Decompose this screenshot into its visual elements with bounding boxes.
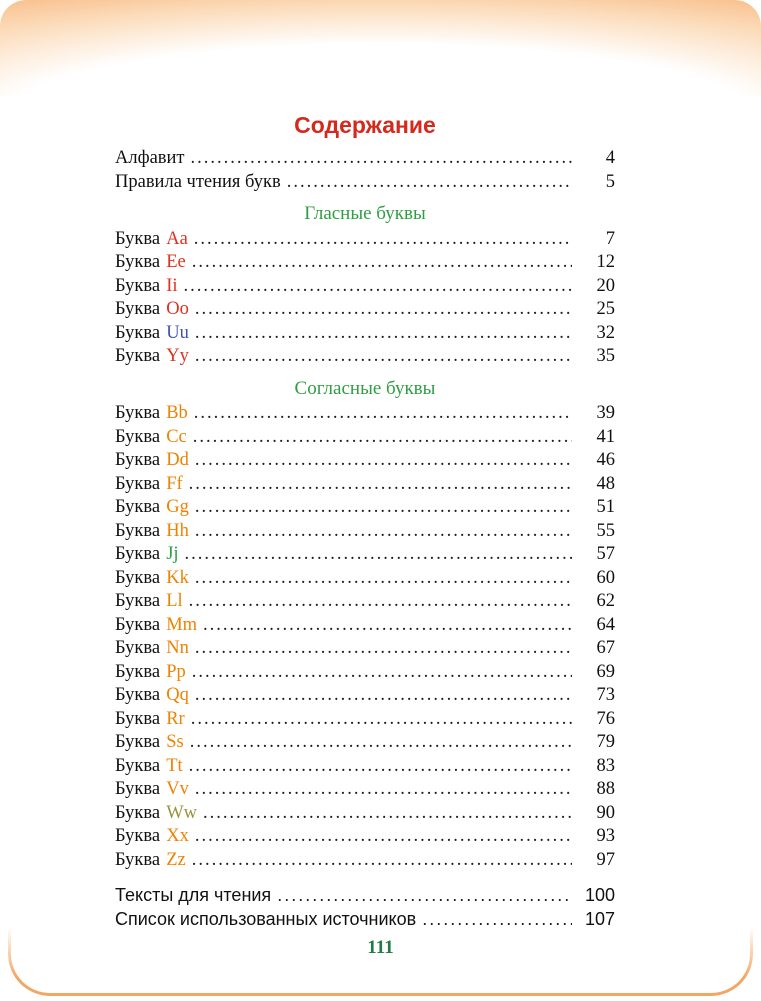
letter-pair: Dd [166,450,189,470]
page-number: 7 [605,228,615,249]
table-of-contents [115,112,615,931]
toc-row [115,426,615,450]
letter-pair: Nn [166,638,189,658]
letter-pair: Cc [166,426,187,447]
dot-leader [195,520,572,544]
toc-entry-label [115,755,183,779]
letter-prefix: Буква [115,849,161,870]
toc-row [115,825,615,849]
page-number: 39 [596,403,615,423]
dot-leader [195,637,572,661]
page-number: 32 [596,322,615,343]
toc-row [115,520,615,544]
toc-entry-label [115,345,189,369]
toc-entry-label [115,802,197,826]
section-header-vowels: Гласные буквы [304,203,426,224]
dot-leader [192,251,572,275]
letter-prefix: Буква [115,252,161,272]
letter-pair: Zz [166,849,186,870]
toc-entry-label [115,731,184,755]
toc-row [115,449,615,473]
page-number: 64 [596,614,615,635]
letter-prefix: Буква [115,346,161,366]
dot-leader [195,567,572,591]
toc-row [115,614,615,638]
letter-pair: Ll [166,591,183,611]
dot-leader [189,755,572,779]
letter-pair: Hh [166,520,189,541]
letter-pair: Xx [166,826,189,846]
letter-prefix: Буква [115,450,161,470]
letter-pair: Oo [166,299,189,319]
toc-entry-label [115,251,186,275]
toc-entry-label [115,402,188,426]
dot-leader [190,731,572,755]
letter-prefix: Буква [115,275,161,296]
letter-pair: Kk [166,567,189,588]
dot-leader [195,496,572,520]
dot-leader [195,322,572,346]
dot-leader [195,825,572,849]
dot-leader [195,345,572,369]
letter-prefix: Буква [115,685,161,705]
page-title: Содержание [294,112,436,138]
page-number: 83 [596,755,615,776]
letter-prefix: Буква [115,826,161,846]
toc-entry-label [115,849,186,873]
toc-entry-label [115,778,189,802]
page-number: 57 [596,544,615,564]
toc-entry-label [115,496,189,520]
letter-pair: Yy [166,346,189,366]
page-number: 5 [605,171,615,192]
page-number: 69 [596,661,615,682]
letter-prefix: Буква [115,322,161,343]
toc-entry-label: Алфавит [115,148,185,168]
toc-row [115,298,615,322]
page-number: 48 [596,473,615,494]
toc-entry-label [115,426,187,450]
toc-entry-label: Тексты для чтения [115,885,272,905]
toc-row [115,567,615,591]
toc-row [115,708,615,732]
letter-pair: Bb [166,403,188,423]
toc-entry-label [115,228,188,252]
dot-leader [192,661,572,685]
toc-row [115,590,615,614]
page-number: 55 [596,520,615,541]
dot-leader [195,298,572,322]
toc-row [115,637,615,661]
toc-entry-label [115,708,185,732]
dot-leader [195,684,572,708]
toc-entry-label [115,449,189,473]
page-number: 76 [596,708,615,729]
toc-row [115,345,615,369]
section-gap [115,872,615,884]
toc-entry-label: Список использованных источников [115,908,417,929]
dot-leader [191,708,572,732]
page-number: 93 [596,826,615,846]
page-number: 107 [584,908,615,929]
letter-prefix: Буква [115,299,161,319]
dot-leader [189,590,572,614]
toc-entry-label [115,543,179,567]
letter-prefix: Буква [115,403,161,423]
letter-prefix: Буква [115,567,161,588]
toc-row [115,251,615,275]
toc-entry-label [115,637,189,661]
letter-prefix: Буква [115,732,161,752]
letter-pair: Ww [166,802,198,823]
letter-pair: Ss [166,732,184,752]
toc-row [115,322,615,346]
dot-leader [194,228,572,252]
letter-prefix: Буква [115,591,161,611]
toc-entry-label [115,520,189,544]
letter-prefix: Буква [115,708,161,729]
letter-prefix: Буква [115,779,161,799]
dot-leader [195,449,572,473]
toc-row [115,171,615,195]
toc-entry-label [115,684,189,708]
letter-prefix: Буква [115,638,161,658]
bottom-orange-border [8,921,753,996]
toc-row [115,402,615,426]
letter-pair: Qq [166,685,189,705]
toc-row [115,755,615,779]
dot-leader [194,402,572,426]
letter-prefix: Буква [115,228,161,249]
letter-pair: Tt [166,755,183,776]
toc-entry-label [115,473,183,497]
toc-entry-label: Правила чтения букв [115,171,281,192]
footer-page-number: 111 [367,937,394,958]
letter-pair: Pp [166,661,186,682]
toc-row [115,884,615,908]
toc-entry-label [115,614,197,638]
toc-entry-label [115,567,189,591]
toc-entry-label [115,825,189,849]
letter-prefix: Буква [115,614,161,635]
toc-row [115,228,615,252]
letter-pair: Rr [166,708,185,729]
letter-pair: Jj [166,544,179,564]
toc-entry-label [115,322,189,346]
page-number: 51 [596,497,615,517]
page-number: 67 [596,638,615,658]
toc-row [115,778,615,802]
letter-prefix: Буква [115,802,161,823]
toc-row [115,473,615,497]
page-number: 20 [596,275,615,296]
toc-entry-label [115,590,183,614]
top-orange-band [0,0,761,96]
dot-leader [191,147,572,171]
dot-leader [192,849,572,873]
section-header-consonants: Согласные буквы [294,377,436,399]
page-number: 97 [596,849,615,870]
page-number: 73 [596,685,615,705]
toc-entry-label [115,298,189,322]
toc-row [115,543,615,567]
letter-pair: Gg [166,497,189,517]
dot-leader [189,473,572,497]
dot-leader [203,614,572,638]
page-number: 90 [596,802,615,823]
toc-entry-label [115,661,186,685]
page-number: 12 [596,252,615,272]
dot-leader [203,802,572,826]
letter-prefix: Буква [115,755,161,776]
letter-pair: Ff [166,473,183,494]
toc-row [115,849,615,873]
toc-entry-label [115,275,178,299]
page-number: 79 [596,732,615,752]
letter-pair: Mm [166,614,198,635]
dot-leader [277,884,572,908]
letter-pair: Uu [166,322,189,343]
page-number: 35 [596,346,615,366]
toc-row [115,275,615,299]
letter-pair: Vv [166,779,189,799]
dot-leader [193,426,572,450]
letter-pair: Ii [166,275,178,296]
letter-prefix: Буква [115,544,161,564]
letter-prefix: Буква [115,473,161,494]
page-number: 25 [596,299,615,319]
toc-row [115,147,615,171]
letter-prefix: Буква [115,661,161,682]
letter-prefix: Буква [115,520,161,541]
toc-row [115,802,615,826]
page-number: 88 [596,779,615,799]
page-number: 4 [605,148,615,168]
page-number: 60 [596,567,615,588]
page-number: 41 [596,426,615,447]
page-number: 46 [596,450,615,470]
dot-leader [287,171,572,195]
dot-leader [184,275,572,299]
letter-pair: Ee [166,252,186,272]
dot-leader [195,778,572,802]
toc-row [115,661,615,685]
letter-prefix: Буква [115,426,161,447]
toc-row [115,731,615,755]
toc-row [115,496,615,520]
letter-prefix: Буква [115,497,161,517]
toc-row [115,684,615,708]
page-number: 62 [596,591,615,611]
letter-pair: Aa [166,228,188,249]
dot-leader [185,543,572,567]
page-number: 100 [584,885,615,905]
